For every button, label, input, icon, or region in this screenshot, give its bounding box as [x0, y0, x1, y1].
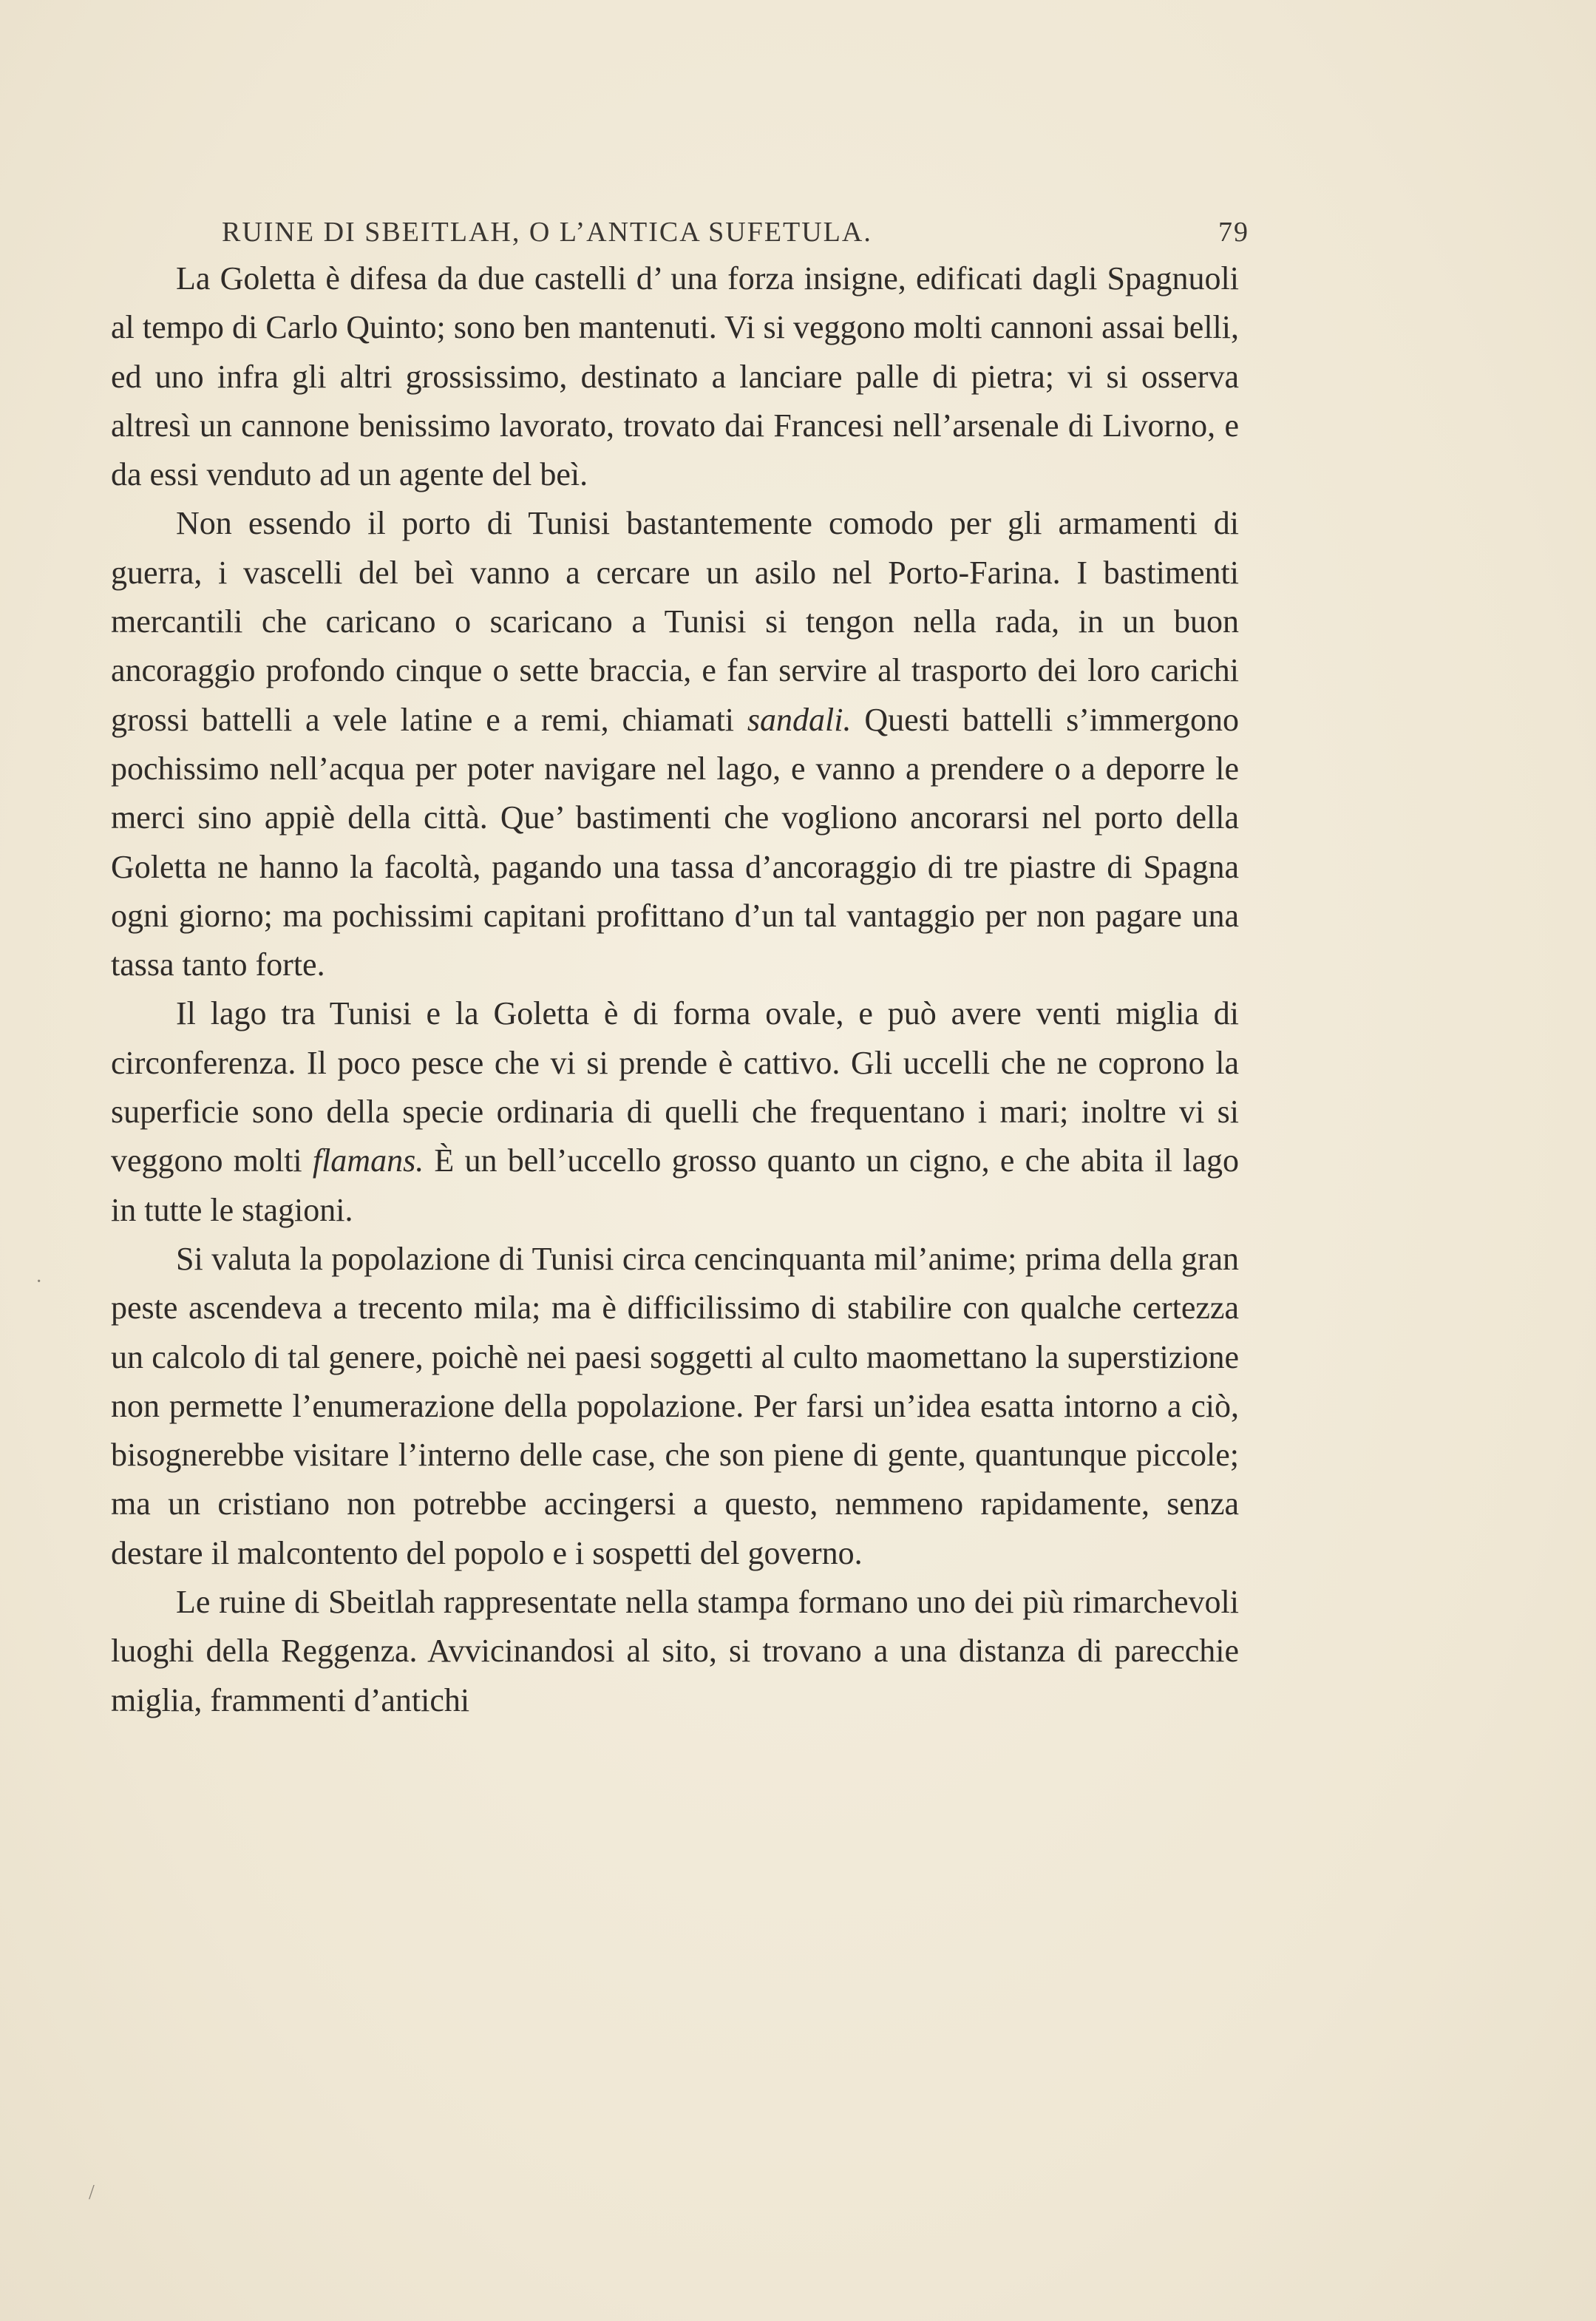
- paragraph-text: Non essendo il porto di Tunisi bastantemente comodo per gli armamenti di guerra, i vascelli del beì vanno a cercare un asilo nel Porto-Farina. I bastimenti mercantili che caricano o scaricano a Tunisi si tengon nella rada, in un buon ancoraggio profondo cinque o sette braccia, e fan servire al trasporto dei loro carichi grossi battelli a vele latine e a remi, chiamati: [111, 505, 1239, 738]
- page-header: [222, 216, 1249, 257]
- margin-tick-mark: /: [89, 2181, 95, 2204]
- paragraph-porto: [111, 499, 1239, 989]
- margin-dot-mark: ·: [35, 1270, 43, 1293]
- paragraph-text: Si valuta la popolazione di Tunisi circa cencinquanta mil’anime; prima della gran peste ascendeva a trecento mila; ma è difficilissimo di stabilire con qualche certezza un calcolo di tal genere, poichè nei paesi soggetti al culto maomettano la superstizione non permette l’enumerazione della popolazione. Per farsi un’idea esatta intorno a ciò, bisognerebbe visitare l’interno delle case, che son piene di gente, quantunque piccole; ma un cristiano non potrebbe accingersi a questo, nemmeno rapidamente, senza destare il malcontento del popolo e i sospetti del governo.: [111, 1240, 1239, 1571]
- paragraph-lago: [111, 989, 1239, 1234]
- paragraph-ruine: [111, 1578, 1239, 1725]
- running-title: RUINE DI SBEITLAH, O L’ANTICA SUFETULA.: [222, 217, 872, 248]
- paragraph-text: Questi battelli s’immergono pochissimo nell’acqua per poter navigare nel lago, e vanno a prendere o a deporre le merci sino appiè della città. Que’ bastimenti che vogliono ancorarsi nel porto della Goletta ne hanno la facoltà, pagando una tassa d’ancoraggio di tre piastre di Spagna ogni giorno; ma pochissimi capitani profittano d’un tal vantaggio per non pagare una tassa tanto forte.: [111, 701, 1239, 983]
- body-text: [111, 254, 1239, 1725]
- paragraph-text: È un bell’uccello grosso quanto un cigno, e che abita il lago in tutte le stagioni.: [111, 1142, 1239, 1228]
- paragraph-text: Le ruine di Sbeitlah rappresentate nella stampa formano uno dei più rimarchevoli luoghi della Reggenza. Avvicinandosi al sito, si trovano a una distanza di parecchie miglia, frammenti d’antichi: [111, 1584, 1239, 1718]
- italic-term-sandali: sandali.: [747, 701, 852, 738]
- paragraph-goletta: [111, 254, 1239, 499]
- italic-term-flamans: flamans.: [312, 1142, 424, 1179]
- paragraph-text: Il lago tra Tunisi e la Goletta è di forma ovale, e può avere venti miglia di circonferenza. Il poco pesce che vi si prende è cattivo. Gli uccelli che ne coprono la superficie sono della specie ordinaria di quelli che frequentano i mari; inoltre vi si veggono molti: [111, 995, 1239, 1179]
- paragraph-popolazione: [111, 1235, 1239, 1578]
- page-number: 79: [1218, 217, 1249, 248]
- paragraph-text: La Goletta è difesa da due castelli d’ una forza insigne, edificati dagli Spagnuoli al tempo di Carlo Quinto; sono ben mantenuti. Vi si veggono molti cannoni assai belli, ed uno infra gli altri grossissimo, destinato a lanciare palle di pietra; vi si osserva altresì un cannone benissimo lavorato, trovato dai Francesi nell’arsenale di Livorno, e da essi venduto ad un agente del beì.: [111, 260, 1239, 493]
